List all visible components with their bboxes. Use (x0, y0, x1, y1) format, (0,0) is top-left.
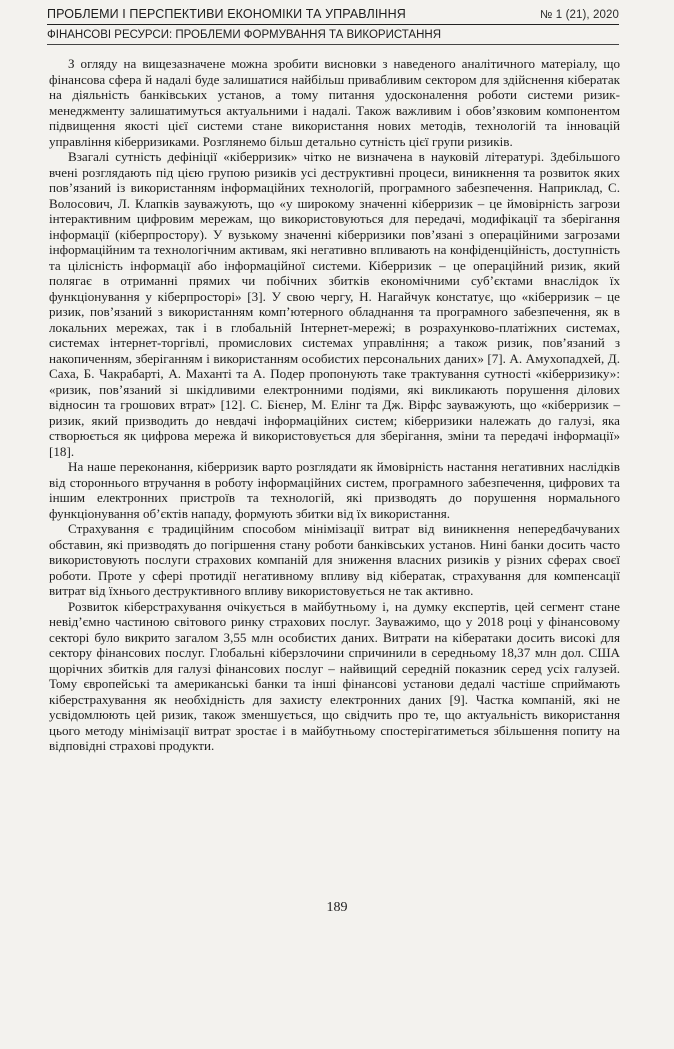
paragraph: На наше переконання, кіберризик варто розглядати як ймовірність настання негативних наслідків від стороннього втручання в роботу інформаційних систем, програмного забезпечення, цифрових та іншим електронних пристроїв та технологій, які призводять до порушення нормального функціонування об’єктів нападу, формують збитки від їх використання. (49, 459, 620, 521)
section-title: ФІНАНСОВІ РЕСУРСИ: ПРОБЛЕМИ ФОРМУВАННЯ ТА ВИКОРИСТАННЯ (47, 28, 619, 45)
paragraph: Страхування є традиційним способом мінімізації витрат від виникнення непередбачуваних обставин, які призводять до погіршення стану роботи банківських установ. Нині банки досить часто використовують послуги страхових компаній для зниження власних ризиків у різних сферах своєї роботи. Проте у сфері протидії негативному впливу від кібератак, страхування для компенсації витрат від їхнього деструктивного впливу використовується не так активно. (49, 521, 620, 598)
paragraph: З огляду на вищезазначене можна зробити висновки з наведеного аналітичного матеріалу, що фінансова сфера й надалі буде залишатися найбільш привабливим сектором для здійснення кібератак на діяльність банківських установ, а тому питання удосконалення роботи системи ризик-менеджменту залишатимуться актуальними і надалі. Також важливим і обов’язковим компонентом підвищення якості цієї системи стане використання нових методів, технологій та інновацій управління кіберризиками. Розглянемо більш детально сутність цієї групи ризиків. (49, 56, 620, 149)
paragraph: Взагалі сутність дефініції «кіберризик» чітко не визначена в науковій літературі. Здебільшого вчені розглядають під цією групою ризиків усі деструктивні процеси, виникнення та розвиток яких пов’язаний із використанням інформаційних технологій, програмного забезпечення. Наприклад, С. Волосович, Л. Клапків зауважують, що «у широкому значенні кіберризик – це ймовірність загрози інтерактивним цифровим мережам, що використовуються для передачі, модифікації та зберігання інформації (кіберпростору). У вузькому значенні кіберризики пов’язані з операційними загрозами інформаційним та технологічним активам, які негативно впливають на конфіденційність, доступність та цілісність інформації або інформаційної системи. Кіберризик – це операційний ризик, який полягає в отриманні прямих чи побічних збитків економічними суб’єктами внаслідок їх функціонування у кіберпросторі» [3]. У свою чергу, Н. Нагайчук констатує, що «кіберризик – це ризик, пов’язаний з використанням комп’ютерного обладнання та програмного забезпечення, як в локальних мережах, так і в глобальній Інтернет-мережі; в розрахунково-платіжних системах, системах інтернет-торгівлі, промислових системах управління; а також ризик, пов’язаний з накопиченням, зберіганням і використанням особистих персональних даних» [7]. А. Амухопадхей, Д. Саха, Б. Чакрабарті, А. Маханті та А. Подер пропонують таке трактування сутності «кіберризику»: «ризик, пов’язаний зі шкідливими електронними подіями, які викликають порушення ділових відносин та грошових втрат» [12]. С. Бієнер, М. Елінг та Дж. Вірфс зауважують, що «кіберризик – ризик, який призводить до невдачі інформаційних систем; кіберризики належать до галузі, яка створюється як цифрова мережа й використовується для зберігання, зміни та передачі інформації» [18]. (49, 149, 620, 459)
journal-header-row (47, 6, 619, 25)
paragraph: Розвиток кіберстрахування очікується в майбутньому і, на думку експертів, цей сегмент стане невід’ємно частиною світового ринку страхових послуг. Зауважимо, що у 2018 році у фінансовому секторі було викрито загалом 3,55 млн особистих даних. Витрати на кібератаки досить високі для сектору фінансових послуг. Глобальні кіберзлочини спричинили в середньому 18,37 млн дол. США щорічних збитків для галузі фінансових послуг – найвищий середній показник серед усіх галузей. Тому європейські та американські банки та інші фінансові установи дедалі частіше сприймають кіберстрахування як необхідність для захисту електронних даних [9]. Частка компаній, які не усвідомлюють цей ризик, також зменшується, що свідчить про те, що актуальність використання цього методу мінімізації витрат зростає і в майбутньому спостерігатиметься збільшення попиту на відповідні страхові продукти. (49, 598, 620, 753)
running-header (47, 6, 619, 45)
page-number: 189 (326, 900, 348, 915)
article-body (49, 56, 620, 754)
issue-number: № 1 (21), 2020 (540, 9, 619, 21)
journal-title: ПРОБЛЕМИ І ПЕРСПЕКТИВИ ЕКОНОМІКИ ТА УПРАВЛІННЯ (47, 7, 406, 21)
